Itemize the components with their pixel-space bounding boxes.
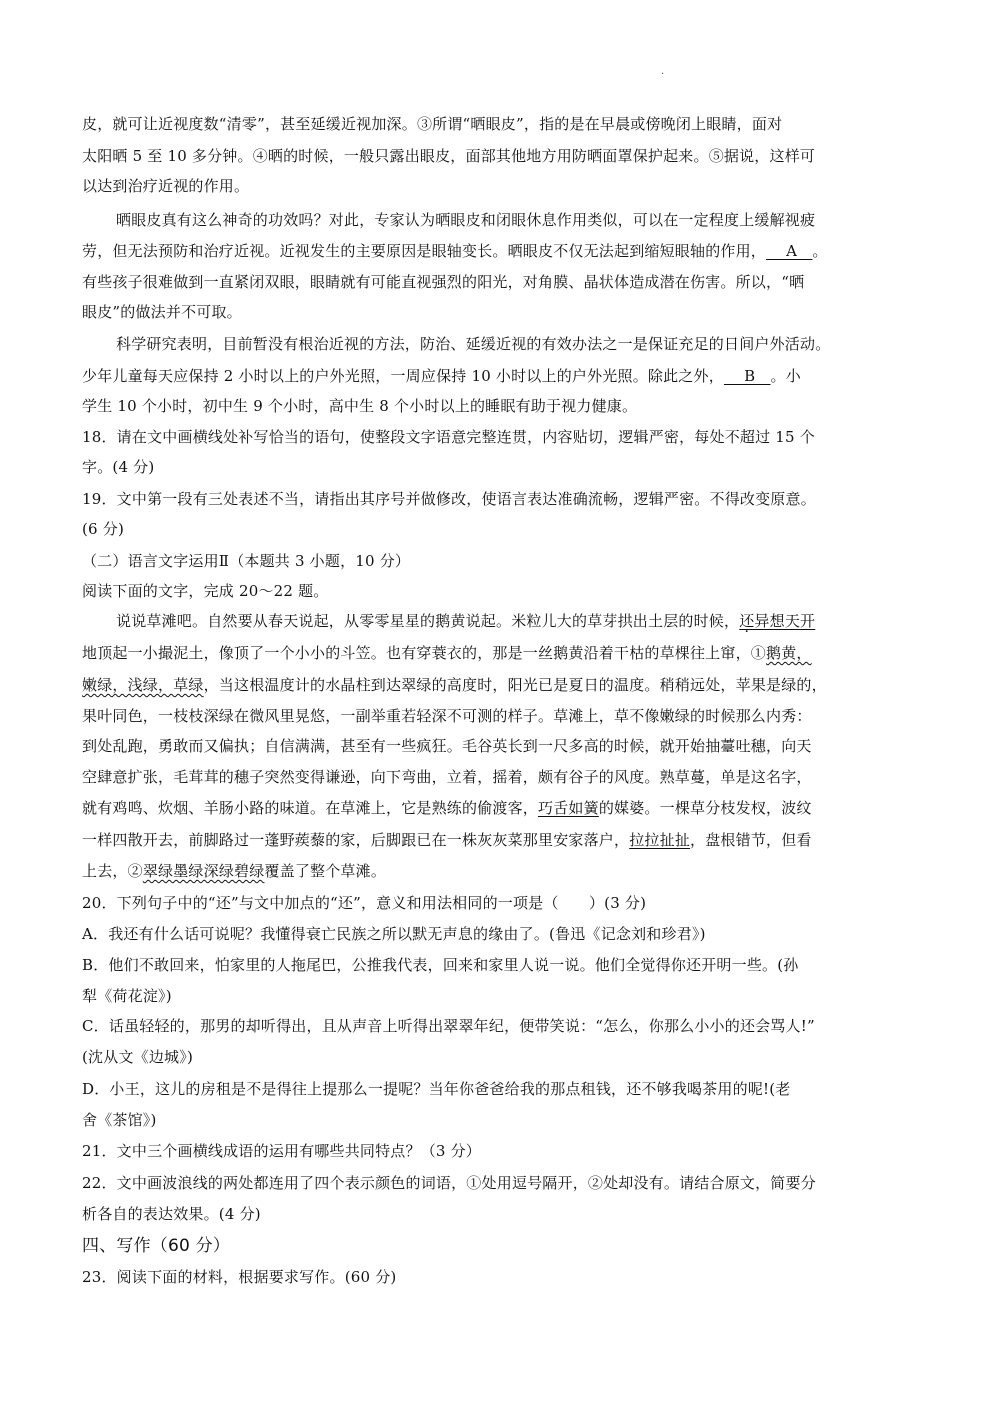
question-20-option-c-line-2: (沈从文《边城》) (82, 1048, 194, 1066)
question-18-line-1: 18．请在文中画横线处补写恰当的语句，使整段文字语意完整连贯，内容贴切，逻辑严密，每处不超过 15 个 (82, 428, 815, 446)
question-20-option-a: A．我还有什么话可说呢？我懂得衰亡民族之所以默无声息的缘由了。(鲁迅《记念刘和珍君》) (82, 925, 706, 943)
paragraph-1-line-3: 以达到治疗近视的作用。 (82, 177, 250, 195)
question-21: 21．文中三个画横线成语的运用有哪些共同特点？（3 分） (82, 1142, 482, 1160)
question-20-option-b-line-1: B．他们不敢回来，怕家里的人拖尾巴，公推我代表，回来和家里人说一说。他们全觉得你还开明一些。(孙 (82, 956, 799, 974)
passage-line-6: 空肆意扩张，毛茸茸的穗子突然变得谦逊，向下弯曲，立着，摇着，颇有谷子的风度。熟草蔓，单是这名字， (82, 768, 812, 786)
dotted-char-huan: 还 (739, 612, 755, 630)
passage-line-3-text: ，当这根温度计的水晶柱到达翠绿的高度时，阳光已是夏日的温度。稍稍远处，苹果是绿的， (203, 676, 827, 694)
paragraph-2-line-2 (82, 241, 912, 261)
passage-line-5: 到处乱跑，勇敢而又偏执；自信满满，甚至有一些疯狂。毛谷英长到一尺多高的时候，就开始抽薹吐穗，向天 (82, 737, 812, 755)
top-dot-mark: . (661, 66, 665, 77)
question-18-line-2: 字。(4 分) (82, 458, 155, 476)
passage-line-9 (82, 861, 912, 881)
paragraph-1-line-2: 太阳晒 5 至 10 多分钟。④晒的时候，一般只露出眼皮，面部其他地方用防晒面罩保护起来。⑤据说，这样可 (82, 147, 816, 165)
question-23: 23．阅读下面的材料，根据要求写作。(60 分) (82, 1268, 397, 1286)
wavy-phrase-2: 翠绿墨绿深绿碧绿 (142, 862, 265, 880)
passage-line-3 (82, 675, 912, 695)
passage-line-1-text: 说说草滩吧。自然要从春天说起，从零零星星的鹅黄说起。米粒儿大的草芽拱出土层的时候， (116, 612, 740, 630)
question-20-option-d-line-2: 舍《茶馆》) (82, 1111, 157, 1129)
reading-instruction: 阅读下面的文字，完成 20～22 题。 (82, 582, 329, 600)
passage-line-8 (82, 830, 912, 850)
section-2-title: （二）语言文字运用Ⅱ（本题共 3 小题，10 分） (82, 552, 411, 570)
paragraph-2-line-2-end: 。 (812, 242, 828, 260)
paragraph-2-line-4: 眼皮”的做法并不可取。 (82, 303, 242, 321)
idiom-1: 异想天开 (754, 612, 816, 630)
wavy-phrase-1-start: 鹅黄， (766, 644, 812, 662)
paragraph-1-line-1: 皮，就可让近视度数“清零”，甚至延缓近视加深。③所谓“晒眼皮”，指的是在早晨或傍晚闭上眼睛，面对 (82, 115, 783, 133)
question-19-line-2: (6 分) (82, 520, 125, 538)
wavy-phrase-1-end: 嫩绿，浅绿，草绿 (82, 676, 204, 694)
passage-line-2 (82, 643, 912, 663)
passage-line-7-end: 的媒婆。一棵草分枝发杈，波纹 (598, 799, 812, 817)
paragraph-3-line-2-end: 。小 (770, 367, 801, 385)
passage-line-2-text: 地顶起一小撮泥土，像顶了一个小小的斗笠。也有穿蓑衣的，那是一丝鹅黄沿着干枯的草棵往上窜，① (82, 644, 767, 662)
passage-line-7-text: 就有鸡鸣、炊烟、羊肠小路的味道。在草滩上，它是熟练的偷渡客， (82, 799, 539, 817)
question-20-stem: 20．下列句子中的“还”与文中加点的“还”，意义和用法相同的一项是（ ）(3 分) (82, 894, 647, 912)
question-22-line-2: 析各自的表达效果。(4 分) (82, 1205, 261, 1223)
passage-line-9-end: 覆盖了整个草滩。 (264, 862, 387, 880)
question-19-line-1: 19．文中第一段有三处表述不当，请指出其序号并做修改，使语言表达准确流畅，逻辑严密。不得改变原意。 (82, 490, 816, 508)
paragraph-2-line-3: 有些孩子很难做到一直紧闭双眼，眼睛就有可能直视强烈的阳光，对角膜、晶状体造成潜在伤害。所以，“晒 (82, 273, 805, 291)
passage-line-1 (116, 611, 912, 631)
blank-a: A (766, 242, 813, 260)
passage-line-9-text: 上去，② (82, 862, 143, 880)
passage-line-8-end: ，盘根错节，但看 (690, 831, 812, 849)
question-22-line-1: 22．文中画波浪线的两处都连用了四个表示颜色的词语，①处用逗号隔开，②处却没有。请结合原文，简要分 (82, 1174, 816, 1192)
section-4-title: 四、写作（60 分） (82, 1236, 231, 1256)
passage-line-4: 果叶同色，一枝枝深绿在微风里晃悠，一副举重若轻深不可测的样子。草滩上，草不像嫩绿的时候那么内秀： (82, 707, 812, 725)
question-20-option-c-line-1: C．话虽轻轻的，那男的却听得出，且从声音上听得出翠翠年纪，便带笑说：“怎么，你那么小小的还会骂人!” (82, 1017, 815, 1035)
paragraph-3-line-3: 学生 10 个小时，初中生 9 个小时，高中生 8 个小时以上的睡眠有助于视力健康。 (82, 397, 638, 415)
paragraph-3-line-2 (82, 366, 912, 386)
paragraph-2-line-1: 晒眼皮真有这么神奇的功效吗？对此，专家认为晒眼皮和闭眼休息作用类似，可以在一定程度上缓解视疲 (116, 211, 816, 229)
paragraph-3-line-1: 科学研究表明，目前暂没有根治近视的方法，防治、延缓近视的有效办法之一是保证充足的日间户外活动。 (116, 335, 831, 353)
idiom-2: 巧舌如簧 (538, 799, 599, 817)
question-20-option-b-line-2: 犁《荷花淀》) (82, 987, 172, 1005)
question-20-option-d-line-1: D．小王，这儿的房租是不是得往上提那么一提呢？当年你爸爸给我的那点租钱，还不够我喝茶用的呢!(老 (82, 1080, 791, 1098)
blank-b: B (723, 367, 771, 385)
passage-line-8-text: 一样四散开去，前脚路过一蓬野蒺藜的家，后脚跟已在一株灰灰菜那里安家落户， (82, 831, 630, 849)
paragraph-3-line-2-text: 少年儿童每天应保持 2 小时以上的户外光照，一周应保持 10 小时以上的户外光照。除此之外， (82, 367, 724, 385)
passage-line-7 (82, 798, 912, 818)
idiom-3: 拉拉扯扯 (629, 831, 691, 849)
paragraph-2-line-2-text: 劳，但无法预防和治疗近视。近视发生的主要原因是眼轴变长。晒眼皮不仅无法起到缩短眼轴的作用， (82, 242, 767, 260)
